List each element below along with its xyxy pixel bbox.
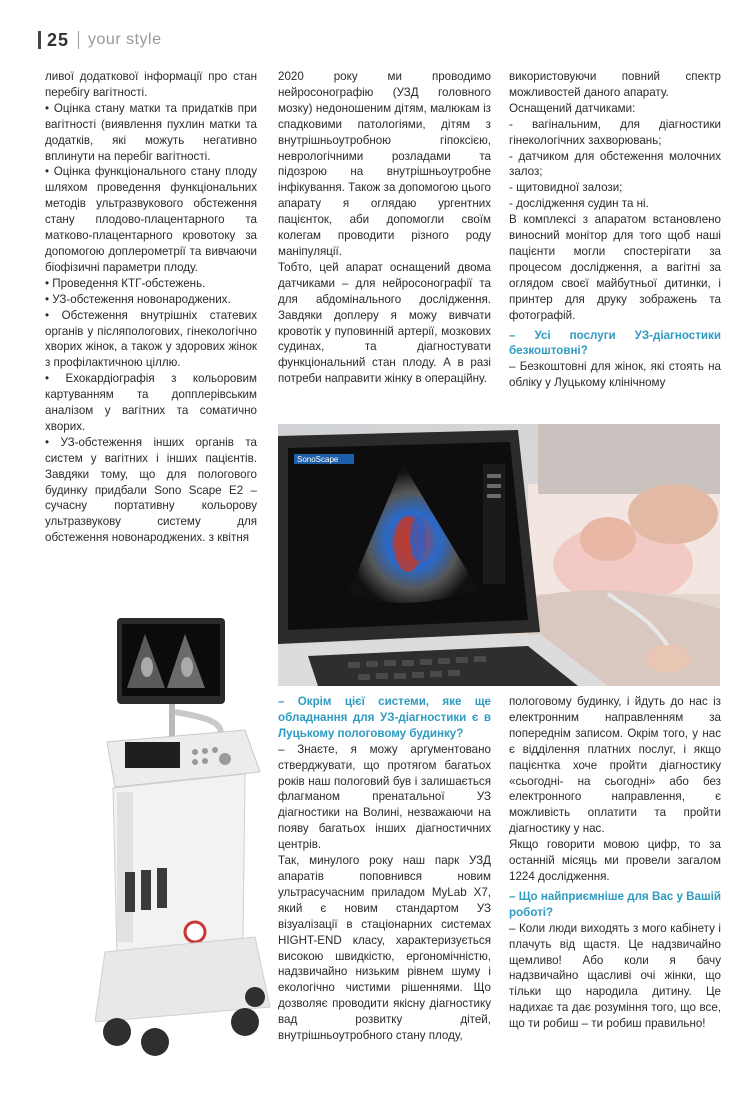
- column-5: [509, 694, 721, 1032]
- interview-question: – Окрім цієї системи, яке ще обладнання для УЗ-діагностики є в Луцькому пологовому будинку?: [278, 695, 491, 740]
- sensor-item: - датчиком для обстеження молочних залоз;: [509, 149, 721, 179]
- ultrasound-laptop-photo: [278, 424, 720, 686]
- interview-answer: – Знаєте, я можу аргументовано стверджувати, що протягом багатьох років наш пологовий був і залишається флагманом пренатальної УЗ діагностики на Волині, незважаючи на появу багатьох інших діагностичних центрів.: [278, 742, 491, 852]
- sensor-item: - вагінальним, для діагностики гінекологічних захворювань;: [509, 117, 721, 147]
- column-1: [45, 69, 257, 546]
- page-number: 25: [47, 29, 70, 50]
- magazine-title: your style: [88, 31, 162, 48]
- cart-ultrasound-photo: [95, 612, 275, 1062]
- column-3: [509, 69, 721, 391]
- paragraph: Тобто, цей апарат оснащений двома датчиками – для нейросонографії та для абдомінального дослідження. Завдяки доплеру я можу вивчати кровотік у пуповинній артерії, мозкових судинах, та діагностувати функціональний стан плоду. А в разі потреби направити жінку в операційну.: [278, 260, 491, 386]
- bullet-item: • УЗ-обстеження інших органів та систем у вагітних і інших пацієнтів. Завдяки тому, що для пологового будинку придбали Sono Scape E2 – сучасну портативну кольорову ультразвукову систему для обстеження новонароджених. з квітня: [45, 435, 257, 545]
- interview-question: – Що найприємніше для Вас у Вашій роботі?: [509, 889, 721, 919]
- interview-question: – Усі послуги УЗ-діагностики безкоштовні?: [509, 328, 721, 358]
- bullet-item: • Проведення КТГ-обстежень.: [45, 276, 206, 290]
- sensor-item: - дослідження судин та ні.: [509, 197, 649, 211]
- screen-brand-text: SonoScape: [297, 455, 339, 464]
- bullet-item: • УЗ-обстеження новонароджених.: [45, 292, 231, 306]
- bullet-item: • Ехокардіографія з кольоровим картуванням та допплерівським аналізом у вагітних та соматично хворих.: [45, 372, 257, 433]
- page-header: [38, 28, 162, 52]
- bullet-item: • Оцінка функціонального стану плоду шляхом проведення функціональних методів ультразвукового обстеження стану плодово-плацентарного та матково-плацентарного кровотоку за допомогою доплерометрії та вивчаючи біофізичні параметри плоду.: [45, 165, 257, 274]
- bullet-item: • Обстеження внутрішніх статевих органів у післяпологових, гінекологічно хворих жінок, а також у здорових жінок з профілактичною ціллю.: [45, 308, 257, 370]
- paragraph: використовуючи повний спектр можливостей даного апарату.: [509, 70, 721, 99]
- paragraph: пологовому будинку, і йдуть до нас із електронним направленням за попереднім записом. Окрім того, у нас є відділення платних послуг, і якщо пацієнтка хоче пройти діагностику «сьогодні- на сьогодні» або без електронного направлення, є можливість оплатити та пройти діагностику у нас.: [509, 695, 721, 836]
- column-4: [278, 694, 491, 1044]
- interview-answer: – Безкоштовні для жінок, які стоять на обліку у Луцькому клінічному: [509, 360, 721, 390]
- column-2: [278, 69, 491, 387]
- paragraph: Так, минулого року наш парк УЗД апаратів поповнився новим ультрасучасним приладом MyLab X7, який є новим стандартом УЗ візуалізації в стаціонарних системах HIGHT-END класу, характеризується високою швидкістю, ергономічністю, надзвичайно низьким рівнем шуму і екологічно чистими рішеннями. Що дозволяє проводити якісну діагностику вад розвитку дітей, внутрішньоутробного стану плоду,: [278, 854, 491, 1043]
- bullet-item: • Оцінка стану матки та придатків при вагітності (виявлення пухлин матки та додатків, які можуть негативно вплинути на перебіг вагітності.: [45, 101, 257, 163]
- paragraph: 2020 року ми проводимо нейросонографію (УЗД головного мозку) недоношеним дітям, малюкам із спадковими патологіями, дітям з внутрішньоутробною гіпоксією, неврологічними розладами та підозрою на внутрішньоутробне інфікування. Також за допомогою цього апарату я оглядаю ургентних пацієнток, аби допомогли своїм колегам проводити різного роду маніпуляції.: [278, 70, 491, 258]
- paragraph: Якщо говорити мовою цифр, то за останній місяць ми провели загалом 1224 дослідження.: [509, 838, 721, 883]
- header-separator: [78, 31, 79, 49]
- header-bar: [38, 31, 41, 49]
- interview-answer: – Коли люди виходять з мого кабінету і плачуть від щастя. Це надзвичайно щемливо! Або коли я бачу надзвичайно щасливі очі жінки, що тільки що народила дитину. Це надихає та дає розуміння того, що все, що ти робиш – ти робиш правильно!: [509, 921, 721, 1031]
- sensors-title: Оснащений датчиками:: [509, 101, 636, 115]
- paragraph: ливої додаткової інформації про стан перебігу вагітності.: [45, 70, 257, 99]
- paragraph: В комплексі з апаратом встановлено виносний монітор для того щоб наші пацієнти могли спостерігати за процесом дослідження, а вагітні за оглядом своєї майбутньої дитинки, і принтер для друку зображень та фотографій.: [509, 213, 721, 322]
- sensor-item: - щитовидної залози;: [509, 181, 623, 195]
